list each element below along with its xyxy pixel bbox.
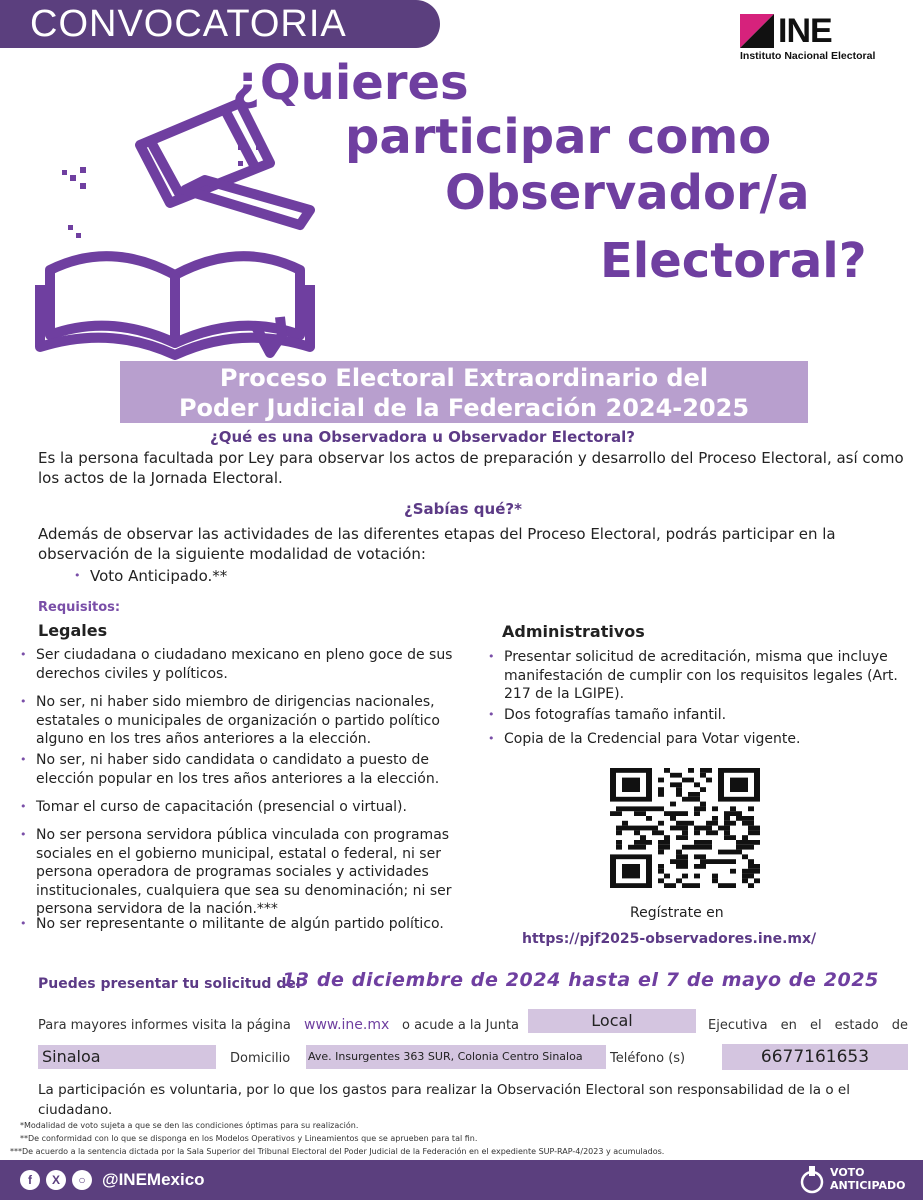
qr-code[interactable] [610, 768, 760, 888]
register-link[interactable]: https://pjf2025-observadores.ine.mx/ [522, 931, 817, 947]
voto-label-line-2: ANTICIPADO [830, 1179, 906, 1192]
ine-logo [740, 14, 912, 62]
headline-line-2: participar como [345, 109, 772, 165]
dates-label: Puedes presentar tu solicitud del [38, 976, 301, 992]
voluntary-note: La participación es voluntaria, por lo que los gastos para realizar la Observación Electoral son responsabilidad de la o el ciudadano. [38, 1082, 850, 1118]
legal-requirement-item: • No ser persona servidora pública vinculada con programas sociales en el gobierno municipal, estatal o federal, ni ser persona operadora de programas sociales y actividades institucionales, cualquiera que sea su denominación; ni ser persona servidora de la nación.*** [14, 826, 454, 919]
admin-requirement-item: • Copia de la Credencial para Votar vigente. [482, 730, 907, 749]
info-prefix: Para mayores informes visita la página [38, 1018, 291, 1033]
social-links [20, 1170, 205, 1190]
facebook-icon[interactable]: f [20, 1170, 40, 1190]
info-suffix: Ejecutiva en el estado de [708, 1018, 908, 1033]
legal-requirement-item: • No ser, ni haber sido miembro de dirigencias nacionales, estatales o municipales de organización o partido político alguno en los tres años anteriores a la elección. [14, 693, 454, 749]
junta-type-field: Local [528, 1009, 696, 1033]
dates-value: 13 de diciembre de 2024 hasta el 7 de mayo de 2025 [282, 969, 879, 991]
did-you-know-title: ¿Sabías qué?* [404, 500, 522, 518]
instagram-icon[interactable]: ○ [72, 1170, 92, 1190]
legal-requirement-item: • Ser ciudadana o ciudadano mexicano en pleno goce de sus derechos civiles y políticos. [14, 646, 454, 683]
phone-field: 6677161653 [722, 1044, 908, 1070]
headline-line-3: Observador/a [445, 165, 810, 221]
footnote-2: **De conformidad con lo que se disponga en los Modelos Operativos y Lineamientos que se aprueben para tal fin. [20, 1134, 478, 1143]
address-label: Domicilio [230, 1051, 291, 1066]
did-you-know-body: Además de observar las actividades de las diferentes etapas del Proceso Electoral, podrás participar en la observación de la siguiente modalidad de votación: [38, 525, 836, 563]
ine-logo-mark-icon [740, 14, 774, 48]
admin-requirement-item: • Presentar solicitud de acreditación, misma que incluye manifestación de cumplir con los requisitos legales (Art. 217 de la LGIPE). [482, 648, 907, 704]
x-twitter-icon[interactable]: X [46, 1170, 66, 1190]
voto-label-line-1: VOTO [830, 1166, 865, 1179]
headline-line-1: ¿Quieres [232, 55, 469, 111]
convocatoria-banner: CONVOCATORIA [0, 0, 440, 48]
admin-requirements-title: Administrativos [502, 622, 645, 641]
address-field: Ave. Insurgentes 363 SUR, Colonia Centro Sinaloa [306, 1045, 606, 1069]
process-title-line-1: Proceso Electoral Extraordinario del [219, 364, 709, 392]
process-title-box [120, 361, 808, 423]
legal-requirement-item: • No ser representante o militante de algún partido político. [14, 915, 454, 934]
ine-logo-subtitle: Instituto Nacional Electoral [740, 50, 876, 62]
footnote-3: ***De acuerdo a la sentencia dictada por la Sala Superior del Tribunal Electoral del Poder Judicial de la Federación en el expediente SUP-RAP-4/2023 y acumulados. [10, 1147, 665, 1156]
state-field: Sinaloa [38, 1045, 216, 1069]
footer-bar [0, 1160, 923, 1200]
ine-site-link[interactable]: www.ine.mx [304, 1017, 390, 1033]
phone-label: Teléfono (s) [610, 1051, 686, 1066]
voto-anticipado-logo [800, 1164, 906, 1194]
gavel-book-illustration [20, 85, 340, 360]
social-handle[interactable]: @INEMexico [102, 1170, 205, 1189]
voto-anticipado-item: • Voto Anticipado.** [68, 566, 923, 586]
ine-logo-name: INE [778, 12, 832, 50]
what-is-body: Es la persona facultada por Ley para observar los actos de preparación y desarrollo del Proceso Electoral, así como los actos de la Jornada Electoral. [38, 449, 904, 487]
legal-requirement-item: • Tomar el curso de capacitación (presencial o virtual). [14, 798, 454, 817]
what-is-title: ¿Qué es una Observadora u Observador Electoral? [210, 428, 635, 446]
info-middle: o acude a la Junta [402, 1018, 520, 1033]
footnote-1: *Modalidad de voto sujeta a que se den las condiciones óptimas para su realización. [20, 1121, 359, 1130]
register-text: Regístrate en [630, 905, 724, 921]
admin-requirement-item: • Dos fotografías tamaño infantil. [482, 706, 907, 725]
process-title-line-2: Poder Judicial de la Federación 2024-2025 [178, 394, 750, 422]
legal-requirements-title: Legales [38, 621, 108, 640]
legal-requirement-item: • No ser, ni haber sido candidata o candidato a puesto de elección popular en los tres años anteriores a la elección. [14, 751, 454, 788]
voto-anticipado-icon [800, 1164, 824, 1194]
headline-line-4: Electoral? [600, 233, 867, 289]
requirements-title: Requisitos: [38, 600, 121, 615]
